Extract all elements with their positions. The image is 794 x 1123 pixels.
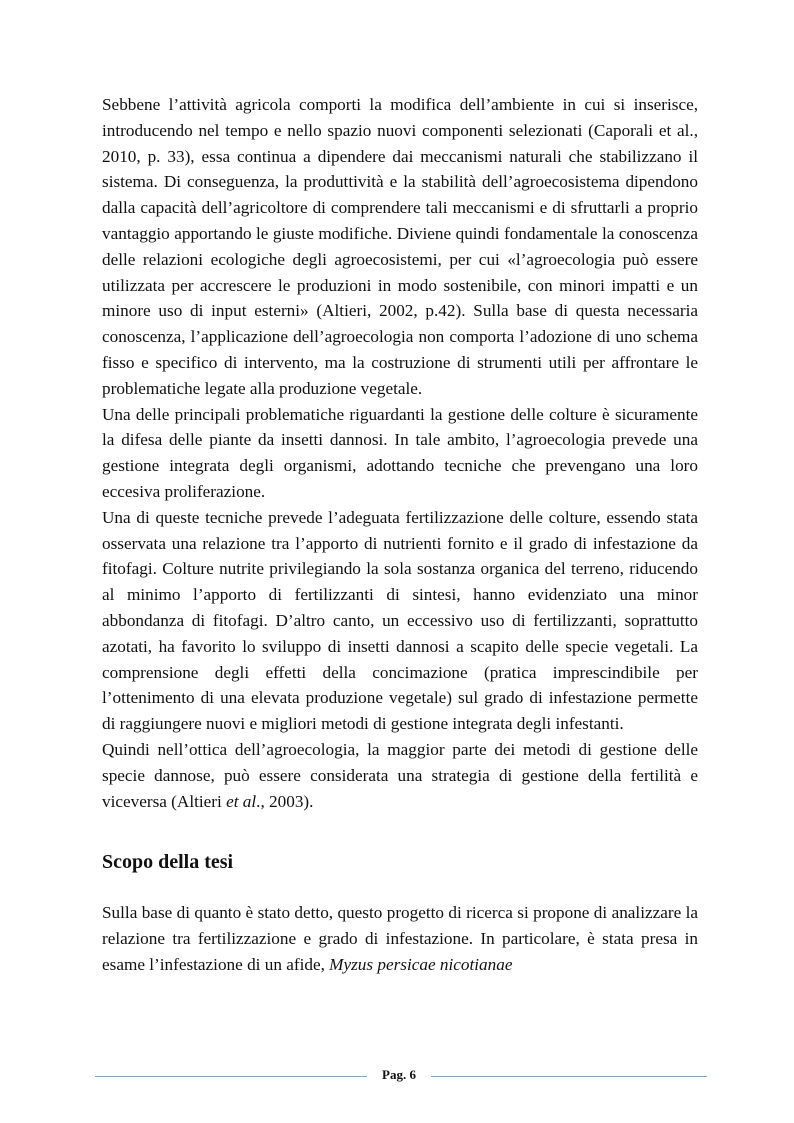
paragraph-3: Una di queste tecniche prevede l’adeguata fertilizzazione delle colture, essendo stata osservata una relazione tra l’apporto di nutrienti fornito e il grado di infestazione da fitofagi. Colture nutrite privilegiando la sola sostanza organica del terreno, riducendo al minimo l’apporto di fertilizzanti di sintesi, hanno evidenziato una minor abbondanza di fitofagi. D’altro canto, un eccessivo uso di fertilizzanti, soprattutto azotati, ha favorito lo sviluppo di insetti dannosi a scapito delle specie vegetali. La comprensione degli effetti della concimazione (pratica imprescindibile per l’ottenimento di una elevata produzione vegetale) sul grado di infestazione permette di raggiungere nuovi e migliori metodi di gestione integrata degli infestanti.	[102, 507, 698, 734]
paragraph-5-italic: Myzus persicae nicotianae	[329, 954, 513, 974]
paragraph-1: Sebbene l’attività agricola comporti la modifica dell’ambiente in cui si inserisce, introducendo nel tempo e nello spazio nuovi componenti selezionati (Caporali et al., 2010, p. 33), essa continua a dipendere dai meccanismi naturali che stabilizzano il sistema. Di conseguenza, la produttività e la stabilità dell’agroecosistema dipendono dalla capacità dell’agricoltore di comprendere tali meccanismi e di sfruttarli a proprio vantaggio apportando le giuste modifiche. Diviene quindi fondamentale la conoscenza delle relazioni ecologiche degli agroecosistemi, per cui «l’agroecologia può essere utilizzata per accrescere le produzioni in modo sostenibile, con minori impatti e un minore uso di input esterni» (Altieri, 2002, p.42). Sulla base di questa necessaria conoscenza, l’applicazione dell’agroecologia non comporta l’adozione di uno schema fisso e specifico di intervento, ma la costruzione di strumenti utili per affrontare le problematiche legate alla produzione vegetale.	[102, 95, 698, 398]
paragraph-4-text: Quindi nell’ottica dell’agroecologia, la maggior parte dei metodi di gestione delle specie dannose, può essere considerata una strategia di gestione della fertilità e viceversa (Altieri	[102, 739, 698, 811]
page-footer	[95, 1064, 707, 1086]
paragraph-4	[102, 737, 698, 814]
footer-rule-right	[431, 1076, 707, 1077]
page-number: Pag. 6	[382, 1067, 416, 1082]
body-text	[102, 92, 698, 978]
paragraph-5-text: Sulla base di quanto è stato detto, questo progetto di ricerca si propone di analizzare la relazione tra fertilizzazione e grado di infestazione. In particolare, è stata presa in esame l’infestazione di un afide,	[102, 903, 698, 974]
paragraph-2: Una delle principali problematiche riguardanti la gestione delle colture è sicuramente la difesa delle piante da insetti dannosi. In tale ambito, l’agroecologia prevede una gestione integrata degli organismi, adottando tecniche che prevengano una loro eccesiva proliferazione.	[102, 404, 698, 501]
section-heading: Scopo della tesi	[102, 851, 234, 874]
paragraph-4-text-end: ., 2003).	[256, 791, 314, 811]
paragraph-5	[102, 900, 698, 977]
paragraph-4-italic: et al	[226, 791, 257, 811]
footer-rule-left	[95, 1076, 367, 1077]
